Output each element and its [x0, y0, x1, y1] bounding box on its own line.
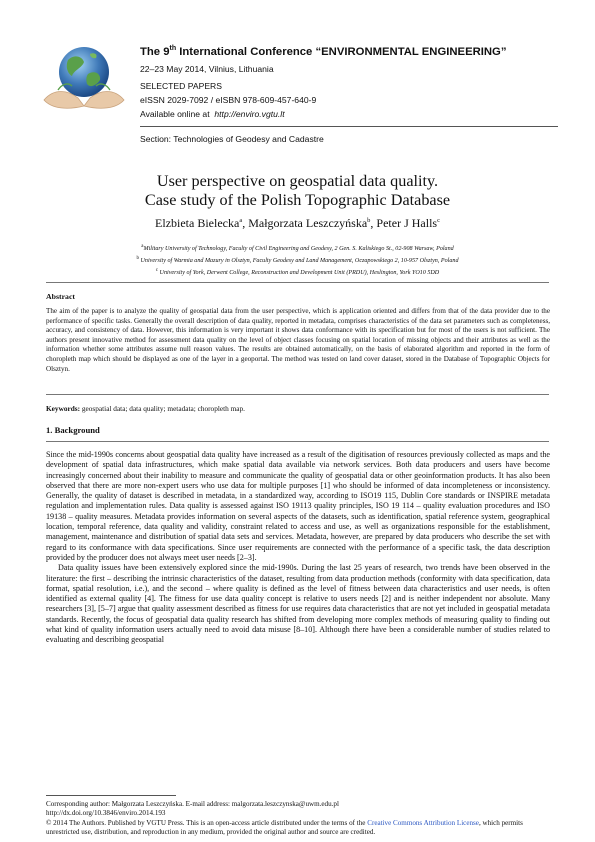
author-name: Elzbieta Bielecka — [155, 216, 240, 230]
section-label: Section: Technologies of Geodesy and Cadastre — [140, 134, 324, 144]
section-heading: 1. Background — [46, 425, 100, 435]
header-divider — [140, 126, 558, 127]
footnote-rule — [46, 795, 176, 796]
abstract-bottom-rule — [46, 394, 549, 395]
keywords-text: geospatial data; data quality; metadata; choropleth map. — [80, 404, 245, 413]
doi-link[interactable]: http://dx.doi.org/10.3846/enviro.2014.193 — [46, 809, 166, 818]
paper-title-line-2: Case study of the Polish Topographic Database — [144, 191, 451, 209]
paper-title-line-1: User perspective on geospatial data quality. — [156, 172, 439, 190]
available-online-line: Available online at http://enviro.vgtu.lt — [140, 109, 285, 119]
abstract-heading: Abstract — [46, 292, 76, 301]
conference-logo-icon — [38, 40, 130, 112]
footnotes — [46, 800, 550, 837]
body-paragraph-2: Data quality issues have been extensively explored since the mid-1990s. During the last 25 years of research, two trends have been observed in the literature: the first – describing the intrinsic characteristics of the dataset, resulting from data production methods (conformity with data specification, data format, spatial resolution, i.e.), and the second – where quality is defined as the level of fitness between data characteristics and user needs, is often identified as external quality [4]. The fitness for use data quality concept is relative to users needs [2] and is neither independent nor absolute. Many researchers [3], [5–7] argue that quality assessment described as fitness for use requires data characteristics that are not yet included in geospatial metadata standards. Recently, the focus of geospatial data quality research has shifted from developing more complex methods of measuring quality to finding out what kind of quality information users actually need to avoid data misuse [8–10]. Although there have been a considerable number of studies related to evaluating and describing geospatial — [46, 563, 550, 645]
section-divider — [46, 441, 549, 442]
affiliation-item: $^b$ University of Warmia and Mazury in Olsztyn, Faculty Geodesy and Land Management, Oczapowskiego 2, 10-957 Olsztyn, Poland — [136, 256, 459, 265]
affiliations — [0, 242, 595, 278]
journal-url-link[interactable]: http://enviro.vgtu.lt — [214, 109, 285, 119]
conference-dates: 22–23 May 2014, Vilnius, Lithuania — [140, 64, 274, 74]
keywords — [46, 404, 550, 413]
abstract-top-rule — [46, 282, 549, 283]
body-paragraph-1: Since the mid-1990s concerns about geospatial data quality have increased as a result of the digitisation of resources previously collected as maps and the development of spatial data infrastructures, which make spatial data available via network services. Both data producers and users have become increasingly concerned about their inability to measure and communicate the quality of geospatial data or other geoinformation products. It has also been observed that there are more non-expert users who use data for multiple purposes [1] who should be informed of data incompleteness or inconsistency. Generally, the quality of dataset is described in metadata, in a standardized way, according to ISO19 115, Dublin Core standards or INSPIRE metadata regulation and implementation rules. Data quality is assessed against ISO 19113 quality principles, ISO 19 114 – quality evaluation procedures and ISO 19138 – quality measures. Metadata provides information on several aspects of the datasets, such as identification, spatial reference system, geographical location, temporal reference, data quality and validity, constraint related to access and use, as well as organizations responsible for the establishment, management, maintenance and distribution of spatial data sets and services. Metadata, however, are prepared by data producers who describe the set with regard to its conformance with data specifications. Since user requirements are connected with the performance of a specific task, the data description provided by the producer does not always meet user needs [2–3]. — [46, 450, 550, 562]
author-name: Małgorzata Leszczyńska — [248, 216, 368, 230]
paper-title — [0, 172, 595, 210]
author-list: Elzbieta Bielecka$^a$, Małgorzata Leszczyńska$^b$, Peter J Halls$^c$ — [155, 216, 440, 230]
corresponding-author: Corresponding author: Małgorzata Leszczyńska. E-mail address: malgorzata.leszczynska@uwm.edu.pl — [46, 800, 339, 808]
license-note: © 2014 The Authors. Published by VGTU Press. This is an open-access article distributed under the terms of the Creative Commons Attribution License, which permits unrestricted use, distribution, and reproduction in any medium, provided the original author and source are credited. — [46, 818, 523, 836]
issn-line: eISSN 2029-7092 / eISBN 978-609-457-640-9 — [140, 95, 317, 105]
license-link[interactable]: Creative Commons Attribution License — [367, 818, 479, 827]
author-name: Peter J Halls — [376, 216, 438, 230]
affiliation-item: $^c$ University of York, Derwent College, Reconstruction and Development Unit (PRDU), Heslington, York YO10 5DD — [155, 268, 440, 277]
abstract-text: The aim of the paper is to analyze the quality of geospatial data from the user perspective, which is application oriented and differs from that of the data provider due to the performance of specific tasks. Generally the overall description of data quality, reported in metadata, comprises characteristics of the data set parameters such as completeness, accuracy, and consistency of data. However, this information is very important it shows data conformance with its specification but for most of the users is not sufficient. The authors present innovative method for assessment data quality on the level of object classes focusing on spatial location of missing objects and their attributes as well as the information whether some attributes assume null reason values. The results are obtained automatically, on the basis of elaborated algorithm and reported in the form of choropleth map which should be displayed as one of the layer in a geoportal. The method was tested on land cover dataset, stored in the Database of Topographic Objects for Olsztyn. — [46, 307, 550, 373]
keywords-label: Keywords: — [46, 404, 81, 413]
body-text — [46, 450, 550, 646]
affiliation-item: $^a$Military University of Technology, Faculty of Civil Engineering and Geodesy, 2 Gen. S. Kaliskiego St., 02-908 Warsaw, Poland — [141, 244, 454, 253]
conference-title: The 9th International Conference “ENVIRONMENTAL ENGINEERING” — [140, 45, 507, 58]
selected-papers-label: SELECTED PAPERS — [140, 81, 222, 91]
